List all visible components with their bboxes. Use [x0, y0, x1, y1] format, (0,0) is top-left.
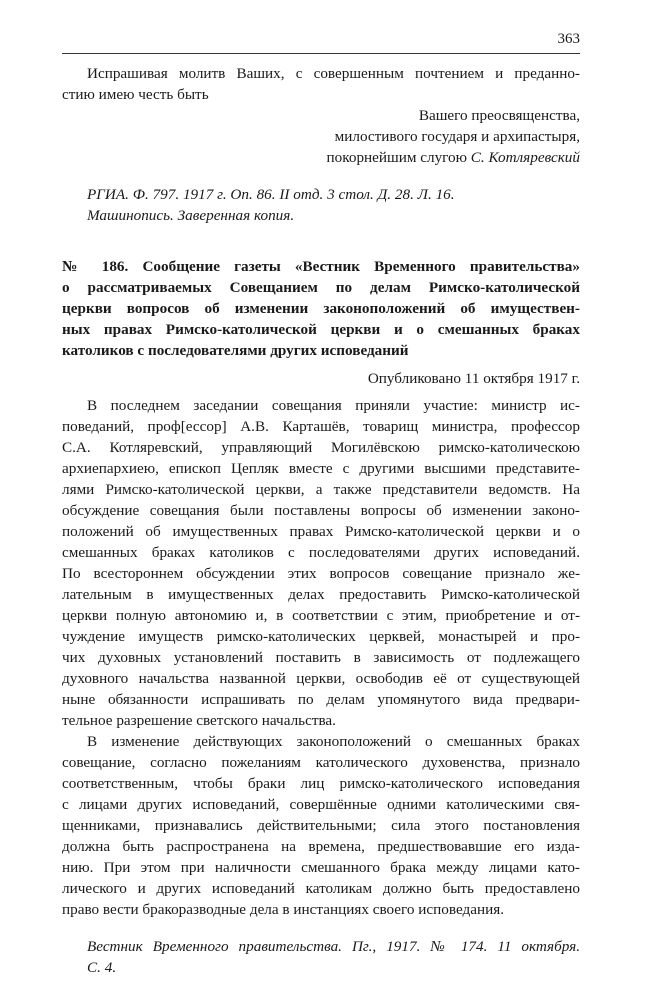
body-line: чих духовных установлений поставить в зависимость от подлежащего: [62, 649, 580, 666]
signature-line: милостивого государя и архипастыря,: [334, 128, 580, 145]
signature-line: [62, 147, 580, 168]
body-line: С.А. Котляревский, управляющий Могилёвскою римско-католическою: [62, 439, 580, 456]
document-title-line: № 186. Сообщение газеты «Вестник Временного правительства»: [62, 258, 580, 275]
body-line: лического и других исповеданий католикам должно быть предоставлено: [62, 880, 580, 897]
body-line: смешанных браках католиков с последователями других исповеданий.: [62, 544, 580, 561]
newspaper-source-line: С. 4.: [87, 959, 117, 976]
signature-name: С. Котляревский: [470, 149, 580, 166]
body-line: щенниками, признавались действительными; сила этого постановления: [62, 817, 580, 834]
body-line: духовного начальства названной церкви, освободив её от существующей: [62, 670, 580, 687]
body-line: совещание, согласно пожеланиям католического духовенства, признало: [62, 754, 580, 771]
body-line: нию. При этом при наличности смешанного брака между лицами като-: [62, 859, 580, 876]
closing-line: стию имею честь быть: [62, 86, 209, 103]
document-title-line: католиков с последователями других исповеданий: [62, 342, 409, 359]
body-line: с лицами других исповеданий, совершённые одними католическими свя-: [62, 796, 580, 813]
archive-source-line: Машинопись. Заверенная копия.: [87, 207, 295, 224]
body-line: тельное разрешение светского начальства.: [62, 712, 336, 729]
newspaper-source-line: Вестник Временного правительства. Пг., 1917. № 174. 11 октября.: [87, 938, 580, 955]
signature-prefix: покорнейшим слугою: [326, 149, 471, 166]
body-line: В изменение действующих законоположений о смешанных браках: [87, 733, 580, 750]
document-title-line: о рассматриваемых Совещанием по делам Римско-католической: [62, 279, 580, 296]
body-line: соответственным, чтобы браки лиц римско-католического исповедания: [62, 775, 580, 792]
body-line: церкви полную автономию и, в соответствии с этим, приобретение и от-: [62, 607, 580, 624]
body-line: обсуждение совещания были поставлены вопросы об изменении законо-: [62, 502, 580, 519]
body-line: поведаний, проф[ессор] А.В. Карташёв, товарищ министра, профессор: [62, 418, 580, 435]
body-line: положений об имущественных правах Римско-католической церкви и о: [62, 523, 580, 540]
body-line: право вести бракоразводные дела в инстанциях своего исповедания.: [62, 901, 505, 918]
archive-source-line: РГИА. Ф. 797. 1917 г. Оп. 86. II отд. 3 стол. Д. 28. Л. 16.: [87, 186, 455, 203]
body-line: По всестороннем обсуждении этих вопросов совещание признало же-: [62, 565, 580, 582]
body-line: должна быть распространена на времена, предшествовавшие его изда-: [62, 838, 580, 855]
document-title-line: ных правах Римско-католической церкви и о смешанных браках: [62, 321, 580, 338]
body-line: лательным в имущественных делах предоставить Римско-католической: [62, 586, 580, 603]
body-line: архиепархиею, епископ Цепляк вместе с другими высшими представите-: [62, 460, 580, 477]
body-line: чуждение имуществ римско-католических церквей, монастырей и про-: [62, 628, 580, 645]
body-line: В последнем заседании совещания приняли участие: министр ис-: [87, 397, 580, 414]
body-line: ныне обязанности испрашивать по делам упомянутого вида предвари-: [62, 691, 580, 708]
header-rule: [62, 53, 580, 54]
document-title-line: церкви вопросов об изменении законоположений об имуществен-: [62, 300, 580, 317]
publication-date: Опубликовано 11 октября 1917 г.: [367, 370, 580, 387]
body-line: лями Римско-католической церкви, а также представители ведомств. На: [62, 481, 580, 498]
page-number: 363: [557, 31, 580, 47]
closing-line: Испрашивая молитв Ваших, с совершенным почтением и преданно-: [87, 65, 580, 82]
signature-line: Вашего преосвященства,: [418, 107, 580, 124]
